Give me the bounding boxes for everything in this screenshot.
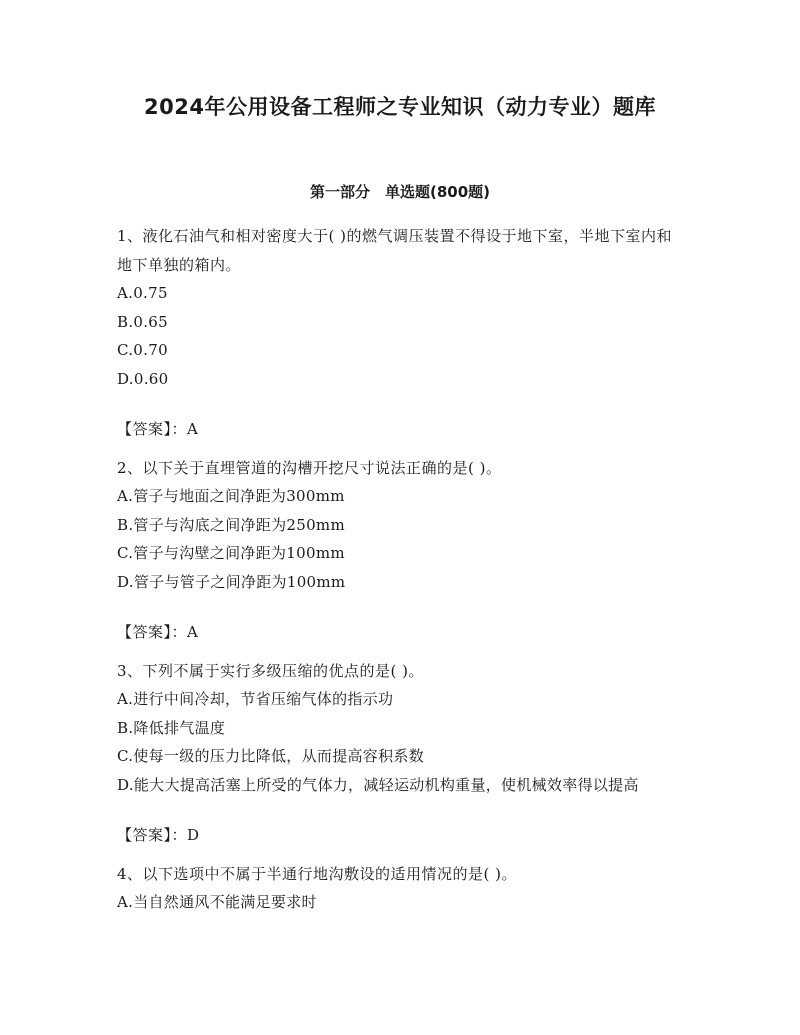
option-a: A.进行中间冷却，节省压缩气体的指示功 — [117, 690, 394, 708]
question-3 — [117, 657, 677, 850]
answer-line — [117, 415, 677, 444]
question-1 — [117, 222, 677, 444]
answer-label: 【答案】： — [117, 826, 188, 844]
answer-value: D — [187, 826, 200, 844]
option-a: A.当自然通风不能满足要求时 — [117, 893, 317, 911]
answer-value: A — [187, 623, 199, 641]
question-stem: 4、以下选项中不属于半通行地沟敷设的适用情况的是( )。 — [117, 864, 518, 883]
answer-line — [117, 821, 677, 850]
question-list — [117, 222, 677, 917]
option-d: D.管子与管子之间净距为100mm — [117, 572, 346, 591]
option-c: C.0.70 — [117, 341, 168, 359]
option-b: B.管子与沟底之间净距为250mm — [117, 515, 345, 534]
option-c: C.使每一级的压力比降低，从而提高容积系数 — [117, 747, 425, 765]
question-stem: 1、液化石油气和相对密度大于( )的燃气调压装置不得设于地下室，半地下室内和地下单独的箱内。 — [117, 227, 673, 274]
question-2 — [117, 454, 677, 647]
answer-label: 【答案】： — [117, 623, 188, 641]
section-heading: 第一部分 单选题(800题) — [309, 183, 491, 201]
question-stem: 3、下列不属于实行多级压缩的优点的是( )。 — [117, 661, 425, 680]
option-b: B.降低排气温度 — [117, 718, 226, 737]
option-c: C.管子与沟壁之间净距为100mm — [117, 544, 345, 562]
option-d: D.0.60 — [117, 369, 169, 388]
answer-value: A — [187, 420, 199, 438]
option-a: A.管子与地面之间净距为300mm — [117, 487, 345, 505]
option-b: B.0.65 — [117, 312, 168, 331]
option-d: D.能大大提高活塞上所受的气体力，减轻运动机构重量，使机械效率得以提高 — [117, 775, 639, 794]
answer-label: 【答案】： — [117, 420, 188, 438]
question-stem: 2、以下关于直埋管道的沟槽开挖尺寸说法正确的是( )。 — [117, 458, 502, 477]
option-a: A.0.75 — [117, 284, 168, 302]
answer-line — [117, 618, 677, 647]
document-title: 2024年公用设备工程师之专业知识（动力专业）题库 — [144, 95, 656, 119]
question-4 — [117, 860, 677, 917]
